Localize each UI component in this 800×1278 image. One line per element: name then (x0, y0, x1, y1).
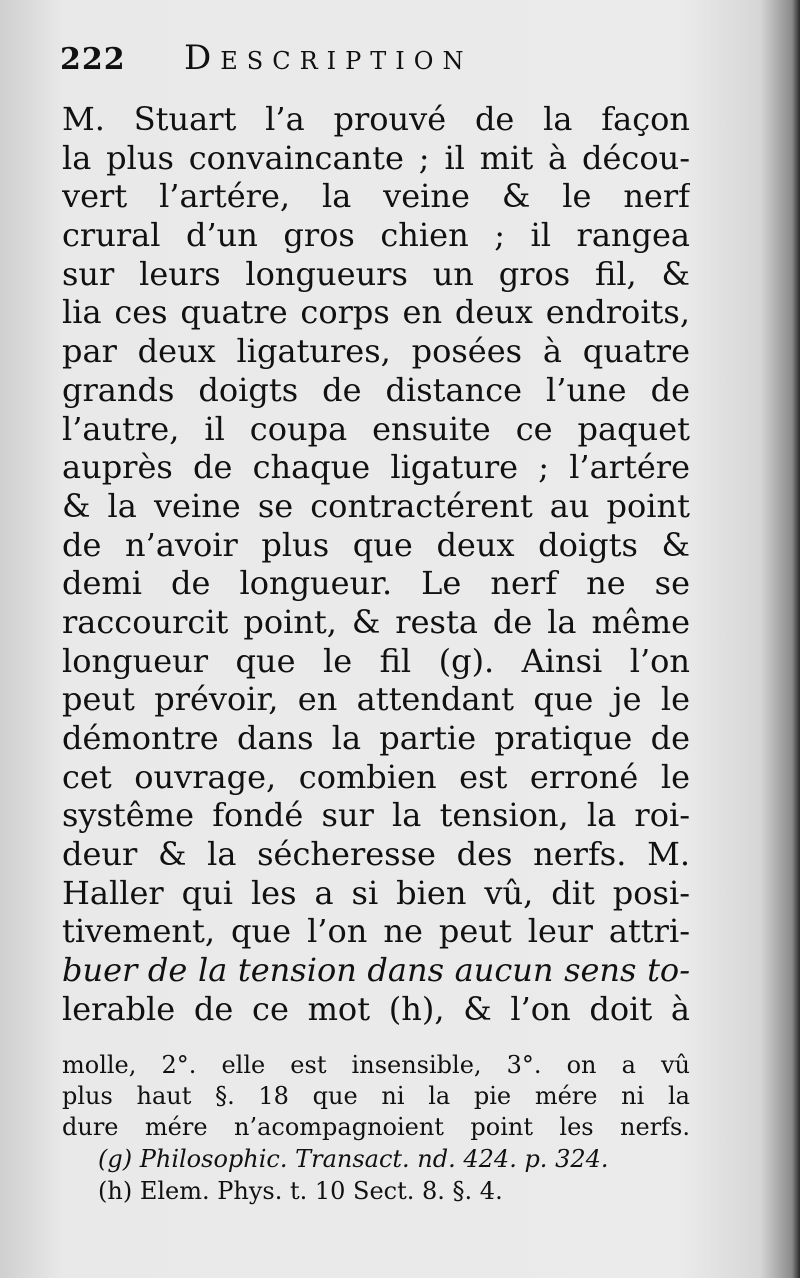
footnote-reference-h: (h) Elem. Phys. t. 10 Sect. 8. §. 4. (98, 1177, 503, 1205)
body-line: l’autre, il coupa ensuite ce paquet (62, 409, 690, 448)
body-line: sur leurs longueurs un gros fil, & (62, 254, 690, 293)
body-line: démontre dans la partie pratique de (62, 719, 690, 757)
body-line: par deux ligatures, posées à quatre (62, 332, 690, 371)
body-line: de n’avoir plus que deux doigts & (62, 525, 690, 564)
body-line: cet ouvrage, combien est erroné le (62, 757, 690, 796)
body-line: la plus convaincante ; il mit à décou- (62, 138, 690, 177)
body-line: Haller qui les a si bien vû, dit posi- (62, 873, 690, 912)
footnote-line: molle, 2°. elle est insensible, 3°. on a vû (62, 1051, 690, 1079)
body-line: vert l’artére, la veine & le nerf (62, 177, 690, 216)
page-header (60, 38, 760, 88)
body-line: buer de la tension dans aucun sens to- (62, 951, 690, 990)
body-line: demi de longueur. Le nerf ne se (62, 564, 690, 603)
body-line: raccourcit point, & resta de la même (62, 602, 690, 641)
body-line: auprès de chaque ligature ; l’artére (62, 448, 690, 487)
footnote-reference-g: (g) Philosophic. Transact. nd. 424. p. 324. (98, 1145, 609, 1173)
body-line: systême fondé sur la tension, la roi- (62, 796, 690, 835)
body-line: tivement, que l’on ne peut leur attri- (62, 912, 690, 951)
footnote-line: dure mére n’acompagnoient point les nerfs. (62, 1113, 690, 1141)
running-head: Description (184, 38, 473, 78)
body-line: M. Stuart l’a prouvé de la façon (62, 100, 690, 138)
body-line: grands doigts de distance l’une de (62, 370, 690, 409)
footnote-line: plus haut §. 18 que ni la pie mére ni la (62, 1082, 690, 1110)
body-line: lia ces quatre corps en deux endroits, (62, 293, 690, 332)
body-line: & la veine se contractérent au point (62, 486, 690, 525)
footnotes (62, 1050, 690, 1207)
body-line: deur & la sécheresse des nerfs. M. (62, 835, 690, 874)
body-line: peut prévoir, en attendant que je le (62, 680, 690, 719)
body-line: crural d’un gros chien ; il rangea (62, 216, 690, 255)
body-text (62, 100, 690, 1029)
body-line: longueur que le fil (g). Ainsi l’on (62, 641, 690, 680)
page-number: 222 (60, 42, 126, 77)
body-line: lerable de ce mot (h), & l’on doit à (62, 989, 690, 1028)
